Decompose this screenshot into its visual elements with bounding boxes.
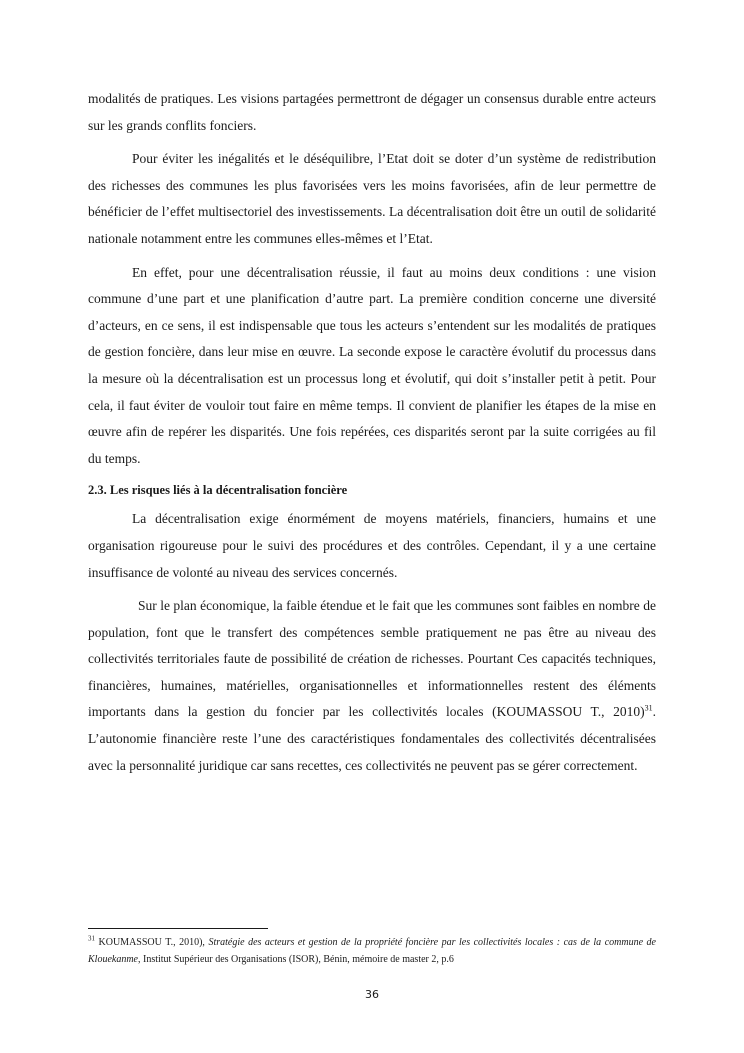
- section-heading: 2.3. Les risques liés à la décentralisation foncière: [88, 483, 348, 498]
- paragraph-continuation: modalités de pratiques. Les visions partagées permettront de dégager un consensus durable entre acteurs sur les grands conflits fonciers.: [88, 91, 656, 133]
- footnote-separator: [88, 928, 268, 929]
- paragraph-conditions: En effet, pour une décentralisation réussie, il faut au moins deux conditions : une vision commune d’une part et une planification d’autre part. La première condition concerne une diversité d’acteurs, en ce sens, il est indispensable que tous les acteurs s’entendent sur les modalités de pratiques de gestion foncière, dans leur mise en œuvre. La seconde expose le caractère évolutif du processus dans la mesure où la décentralisation est un processus long et évolutif, qui doit s’installer petit à petit. Pour cela, il faut éviter de vouloir tout faire en même temps. Il convient de planifier les étapes de la mise en œuvre afin de repérer les disparités. Une fois repérées, ces disparités seront par la suite corrigées au fil du temps.: [88, 264, 656, 466]
- paragraph-economic-text: Sur le plan économique, la faible étendue et le fait que les communes sont faibles en nombre de population, font que le transfert des compétences semble pratiquement ne pas être au niveau des collectivités territoriales faute de possibilité de création de richesses. Pourtant Ces capacités techniques, financières, humaines, matérielles, organisationnelles et informationnelles restent des éléments importants dans la gestion du foncier par les collectivités locales (KOUMASSOU T., 2010): [88, 598, 656, 720]
- footnote-author: KOUMASSOU T., 2010),: [95, 937, 209, 948]
- document-page: [88, 0, 656, 1053]
- footnote-details: , Institut Supérieur des Organisations (ISOR), Bénin, mémoire de master 2, p.6: [138, 954, 454, 965]
- page-number: 36: [365, 988, 379, 1001]
- footnote: [88, 934, 656, 968]
- footnote-title: Stratégie des acteurs et gestion de la propriété foncière par les collectivités locales : cas de la commune de Klouekanme: [88, 937, 656, 965]
- paragraph-economic: [88, 593, 656, 779]
- paragraph-means: La décentralisation exige énormément de moyens matériels, financiers, humains et une organisation rigoureuse pour le suivi des procédures et des contrôles. Cependant, il y a une certaine insuffisance de volonté au niveau des services concernés.: [88, 511, 656, 580]
- paragraph-redistribution: Pour éviter les inégalités et le déséquilibre, l’Etat doit se doter d’un système de redistribution des richesses des communes les plus favorisées vers les moins favorisées, afin de leur permettre de bénéficier de l’effet multisectoriel des investissements. La décentralisation doit être un outil de solidarité nationale notamment entre les communes elles-mêmes et l’Etat.: [88, 151, 656, 246]
- paragraph-economic-text-end: . L’autonomie financière reste l’une des caractéristiques fondamentales des collectivités décentralisées avec la personnalité juridique car sans recettes, ces collectivités ne peuvent pas se gérer correctement.: [88, 704, 656, 773]
- footnote-reference[interactable]: 31: [644, 703, 653, 713]
- body-text: [88, 86, 656, 779]
- footnote-number: 31: [88, 934, 95, 943]
